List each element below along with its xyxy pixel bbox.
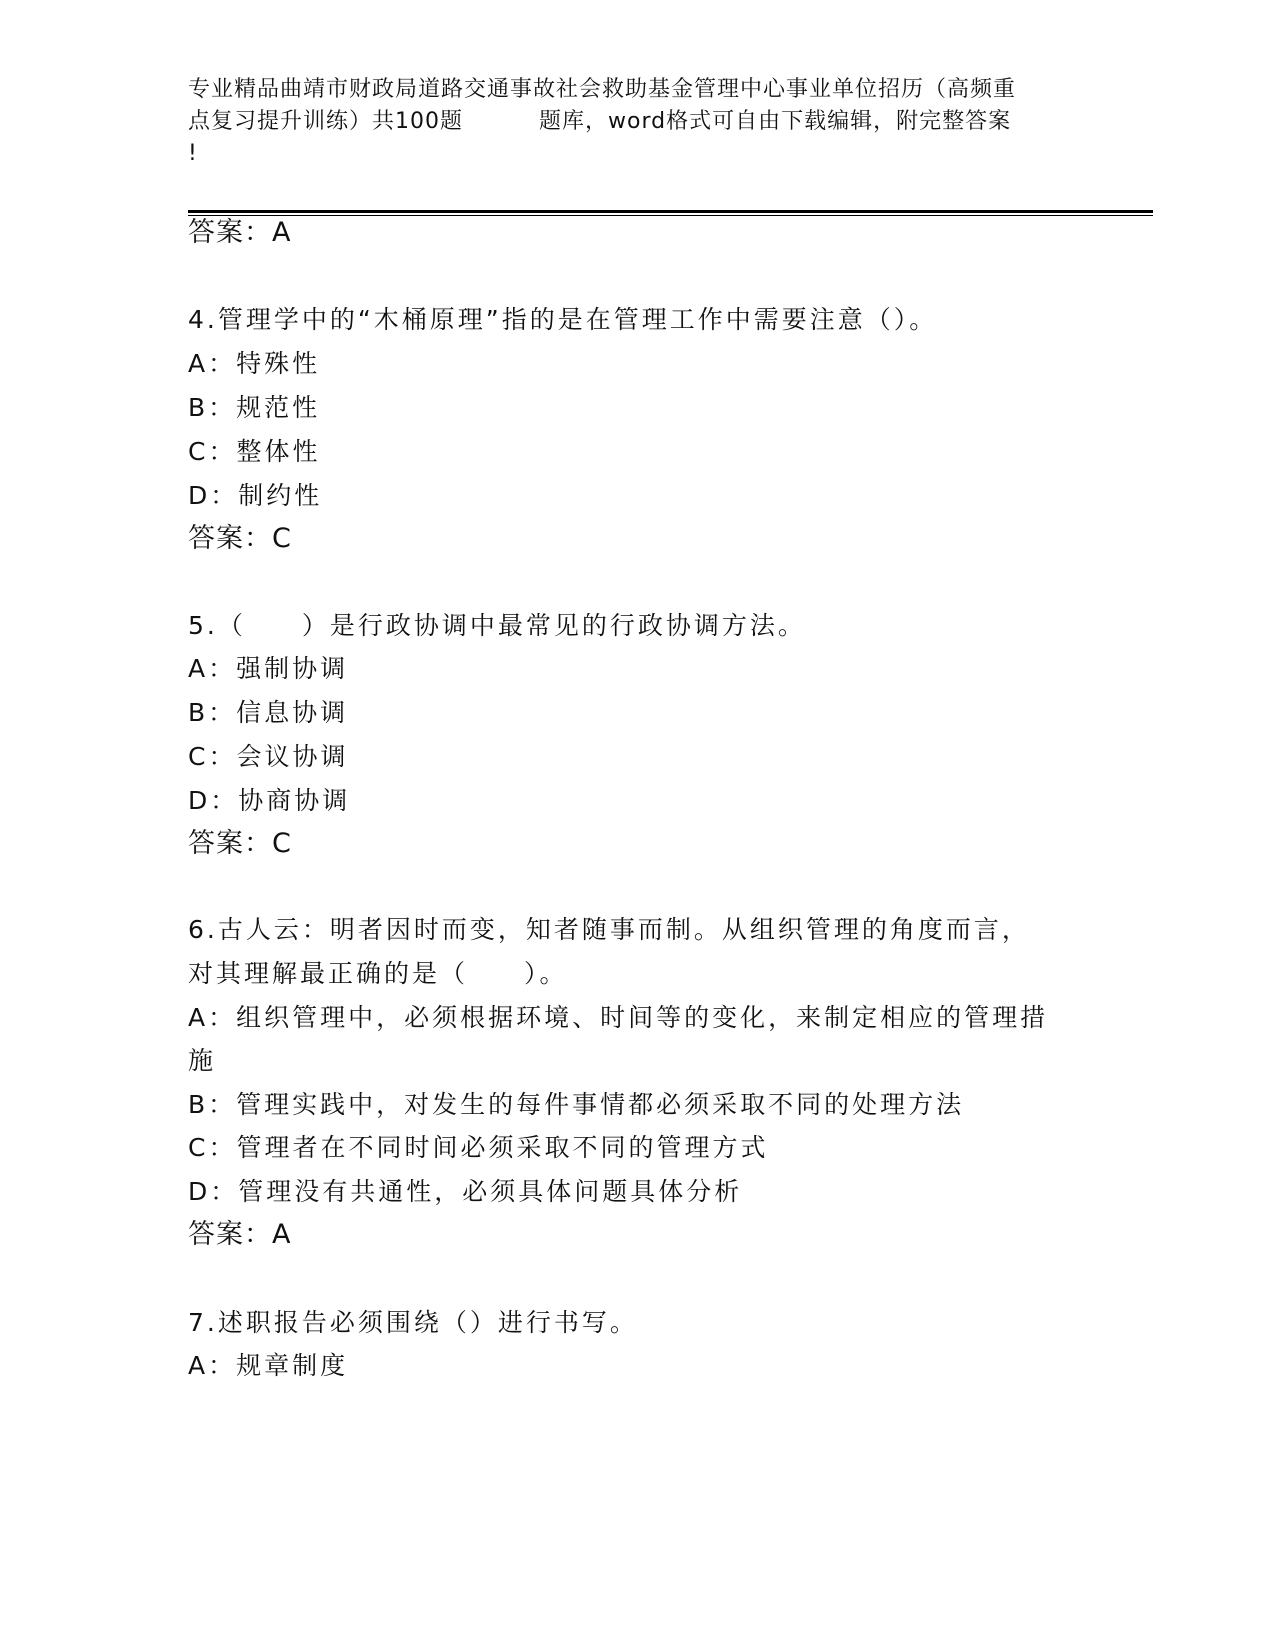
question-6-option-d: D：管理没有共通性，必须具体问题具体分析 (188, 1177, 743, 1206)
question-6-text-line-1: 6.古人云：明者因时而变，知者随事而制。从组织管理的角度而言， (188, 915, 1030, 944)
question-5-option-d: D：协商协调 (188, 786, 351, 815)
question-4-answer: 答案：C (188, 523, 292, 554)
document-header (188, 74, 1088, 170)
header-divider-thick (188, 210, 1153, 213)
question-4-option-a: A：特殊性 (188, 349, 321, 378)
question-5-option-b: B：信息协调 (188, 698, 349, 727)
question-4-text: 4.管理学中的“木桶原理”指的是在管理工作中需要注意（）。 (188, 305, 938, 334)
header-divider-thin (188, 215, 1153, 216)
question-4-option-b: B：规范性 (188, 393, 321, 422)
question-5-option-a: A：强制协调 (188, 654, 349, 683)
header-line-3: ! (188, 141, 198, 166)
question-4-option-c: C：整体性 (188, 437, 321, 466)
answer-previous: 答案：A (188, 217, 292, 248)
header-line-2b: 题库，word格式可自由下载编辑，附完整答案 (539, 109, 1012, 134)
question-7-text: 7.述职报告必须围绕（）进行书写。 (188, 1308, 638, 1337)
header-line-2 (188, 106, 1088, 138)
question-6-option-a-line-2: 施 (188, 1046, 217, 1075)
header-line-1: 专业精品曲靖市财政局道路交通事故社会救助基金管理中心事业单位招历（高频重 (188, 77, 1017, 102)
question-6-option-b: B：管理实践中，对发生的每件事情都必须采取不同的处理方法 (188, 1090, 965, 1119)
question-5-text: 5.（ ）是行政协调中最常见的行政协调方法。 (188, 611, 806, 640)
question-5-answer: 答案：C (188, 828, 292, 859)
question-6-text-line-2: 对其理解最正确的是（ ）。 (188, 959, 568, 988)
question-7-option-a: A：规章制度 (188, 1351, 349, 1380)
question-6-option-a-line-1: A：组织管理中，必须根据环境、时间等的变化，来制定相应的管理措 (188, 1003, 1049, 1032)
header-line-2a: 点复习提升训练）共100题 (188, 109, 463, 134)
question-6-option-c: C：管理者在不同时间必须采取不同的管理方式 (188, 1133, 769, 1162)
question-6-answer: 答案：A (188, 1219, 292, 1250)
question-5-option-c: C：会议协调 (188, 742, 349, 771)
question-4-option-d: D：制约性 (188, 481, 323, 510)
